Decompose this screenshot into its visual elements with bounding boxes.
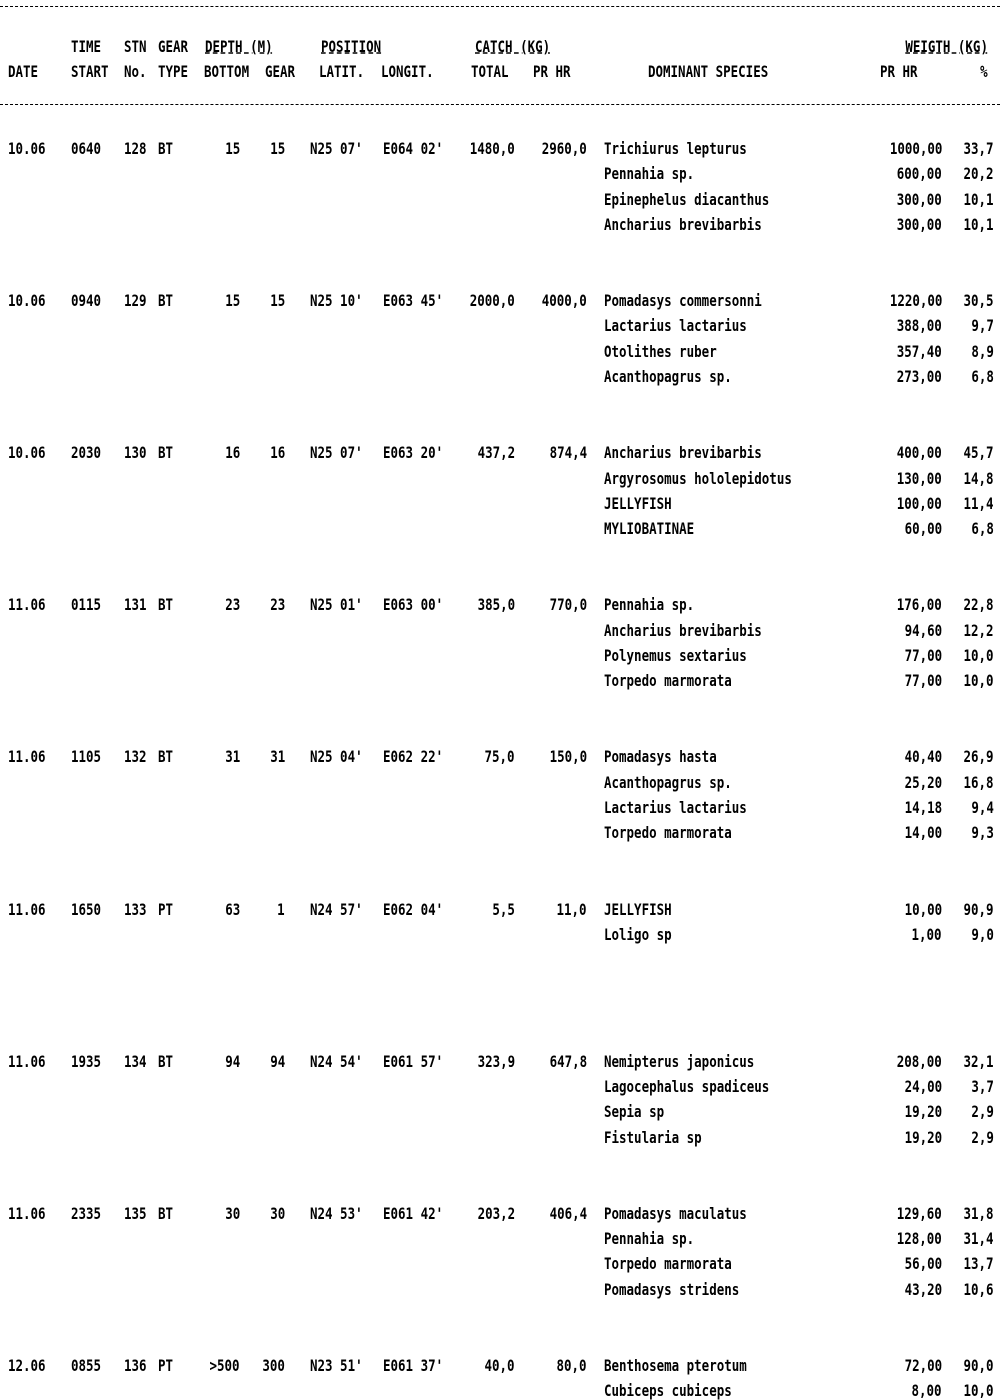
species-name: Pennahia sp. bbox=[604, 164, 695, 184]
species-percent: 9,4 bbox=[971, 798, 994, 817]
species-weight-pr-hr: 128,00 bbox=[896, 1229, 942, 1248]
station-time: 0855 bbox=[71, 1355, 102, 1375]
station-pr-hr: 770,0 bbox=[549, 595, 587, 615]
species-name: Argyrosomus hololepidotus bbox=[604, 468, 792, 488]
station-depth-gear: 30 bbox=[269, 1203, 285, 1223]
species-weight-pr-hr: 1,00 bbox=[911, 924, 942, 944]
species-name: MYLIOBATINAE bbox=[604, 519, 695, 539]
species-name: Ancharius brevibarbis bbox=[604, 443, 762, 463]
station-depth-bottom: 63 bbox=[224, 899, 240, 919]
species-weight-pr-hr: 72,00 bbox=[904, 1355, 942, 1375]
species-weight-pr-hr: 100,00 bbox=[896, 493, 942, 513]
header-bottom: BOTTOM bbox=[204, 62, 250, 81]
species-percent: 2,9 bbox=[971, 1127, 994, 1147]
header-depth: DEPTH (M) bbox=[205, 37, 273, 56]
species-name: Ancharius brevibarbis bbox=[604, 214, 762, 234]
species-name: Ancharius brevibarbis bbox=[604, 620, 762, 640]
station-depth-bottom: 16 bbox=[224, 443, 240, 463]
station-total: 385,0 bbox=[477, 595, 515, 615]
station-time: 2335 bbox=[71, 1203, 102, 1223]
header-gear-depth: GEAR bbox=[265, 62, 296, 81]
station-gear: BT bbox=[158, 1051, 174, 1071]
station-depth-bottom: 23 bbox=[224, 595, 240, 615]
species-percent: 22,8 bbox=[963, 595, 994, 615]
station-pr-hr: 4000,0 bbox=[541, 291, 587, 311]
species-weight-pr-hr: 14,00 bbox=[904, 823, 942, 843]
station-date: 11.06 bbox=[8, 899, 46, 919]
header-weigth: WEIGTH (KG) bbox=[905, 37, 988, 56]
species-name: Nemipterus japonicus bbox=[604, 1051, 755, 1071]
species-percent: 45,7 bbox=[963, 443, 994, 463]
station-pr-hr: 874,4 bbox=[549, 443, 587, 463]
header-catch: CATCH (KG) bbox=[475, 37, 551, 56]
station-stn: 130 bbox=[124, 443, 147, 463]
header-time: TIME bbox=[71, 37, 102, 56]
species-name: Pomadasys stridens bbox=[604, 1279, 740, 1299]
station-depth-bottom: >500 bbox=[209, 1355, 240, 1375]
header-percent: % bbox=[980, 62, 988, 81]
species-name: Torpedo marmorata bbox=[604, 1254, 732, 1274]
species-percent: 9,3 bbox=[971, 823, 994, 843]
station-lon: E062 22' bbox=[383, 747, 444, 767]
station-gear: BT bbox=[158, 139, 174, 158]
species-weight-pr-hr: 10,00 bbox=[904, 899, 942, 919]
top-divider bbox=[0, 6, 1000, 7]
species-weight-pr-hr: 43,20 bbox=[904, 1279, 942, 1299]
station-depth-gear: 94 bbox=[269, 1051, 285, 1071]
station-time: 0940 bbox=[71, 291, 102, 311]
header-start: START bbox=[71, 62, 109, 81]
species-percent: 90,9 bbox=[963, 899, 994, 919]
species-percent: 11,4 bbox=[963, 493, 994, 513]
species-percent: 9,0 bbox=[971, 924, 994, 944]
species-percent: 10,1 bbox=[963, 214, 994, 234]
station-depth-gear: 16 bbox=[269, 443, 285, 463]
station-date: 10.06 bbox=[8, 443, 46, 463]
species-percent: 33,7 bbox=[963, 139, 994, 158]
species-weight-pr-hr: 40,40 bbox=[904, 747, 942, 767]
species-weight-pr-hr: 1220,00 bbox=[889, 291, 942, 311]
species-percent: 90,0 bbox=[963, 1355, 994, 1375]
station-lat: N24 54' bbox=[310, 1051, 363, 1071]
station-lat: N25 04' bbox=[310, 747, 363, 767]
species-weight-pr-hr: 388,00 bbox=[896, 316, 942, 336]
station-stn: 133 bbox=[124, 899, 147, 919]
station-time: 1935 bbox=[71, 1051, 102, 1071]
species-weight-pr-hr: 77,00 bbox=[904, 671, 942, 691]
station-total: 5,5 bbox=[492, 899, 515, 919]
species-percent: 6,8 bbox=[971, 519, 994, 539]
header-pr-hr: PR HR bbox=[533, 62, 571, 81]
station-depth-gear: 1 bbox=[277, 899, 285, 919]
species-name: Pomadasys maculatus bbox=[604, 1203, 747, 1223]
species-weight-pr-hr: 60,00 bbox=[904, 519, 942, 539]
station-date: 10.06 bbox=[8, 139, 46, 158]
species-name: Torpedo marmorata bbox=[604, 823, 732, 843]
station-time: 1650 bbox=[71, 899, 102, 919]
species-name: JELLYFISH bbox=[604, 899, 672, 919]
species-percent: 8,9 bbox=[971, 341, 994, 361]
species-name: Lagocephalus spadiceus bbox=[604, 1076, 770, 1096]
station-pr-hr: 11,0 bbox=[556, 899, 587, 919]
station-lon: E063 00' bbox=[383, 595, 444, 615]
species-name: Polynemus sextarius bbox=[604, 645, 747, 665]
species-weight-pr-hr: 8,00 bbox=[911, 1381, 942, 1400]
station-lat: N24 53' bbox=[310, 1203, 363, 1223]
species-name: Fistularia sp bbox=[604, 1127, 702, 1147]
station-lon: E062 04' bbox=[383, 899, 444, 919]
station-lat: N25 01' bbox=[310, 595, 363, 615]
species-weight-pr-hr: 130,00 bbox=[896, 468, 942, 488]
header-divider bbox=[0, 104, 1000, 105]
header-position: POSITION bbox=[321, 37, 382, 56]
header-longit: LONGIT. bbox=[381, 62, 434, 81]
header-dominant-species: DOMINANT SPECIES bbox=[648, 62, 769, 81]
species-weight-pr-hr: 77,00 bbox=[904, 645, 942, 665]
species-percent: 2,9 bbox=[971, 1102, 994, 1122]
header-type: TYPE bbox=[158, 62, 189, 81]
station-total: 2000,0 bbox=[469, 291, 515, 311]
species-name: Trichiurus lepturus bbox=[604, 139, 747, 158]
species-name: Otolithes ruber bbox=[604, 341, 717, 361]
species-weight-pr-hr: 208,00 bbox=[896, 1051, 942, 1071]
species-weight-pr-hr: 176,00 bbox=[896, 595, 942, 615]
station-total: 40,0 bbox=[484, 1355, 515, 1375]
species-name: Acanthopagrus sp. bbox=[604, 772, 732, 792]
station-gear: BT bbox=[158, 291, 174, 311]
station-depth-bottom: 15 bbox=[224, 139, 240, 158]
station-total: 75,0 bbox=[484, 747, 515, 767]
species-weight-pr-hr: 19,20 bbox=[904, 1127, 942, 1147]
species-name: Pennahia sp. bbox=[604, 1229, 695, 1248]
header-stn: STN bbox=[124, 37, 147, 56]
species-name: Pennahia sp. bbox=[604, 595, 695, 615]
station-stn: 131 bbox=[124, 595, 147, 615]
species-percent: 32,1 bbox=[963, 1051, 994, 1071]
station-lat: N24 57' bbox=[310, 899, 363, 919]
station-pr-hr: 406,4 bbox=[549, 1203, 587, 1223]
species-weight-pr-hr: 300,00 bbox=[896, 189, 942, 209]
station-pr-hr: 647,8 bbox=[549, 1051, 587, 1071]
station-lon: E063 20' bbox=[383, 443, 444, 463]
species-percent: 30,5 bbox=[963, 291, 994, 311]
station-time: 2030 bbox=[71, 443, 102, 463]
station-time: 0115 bbox=[71, 595, 102, 615]
species-weight-pr-hr: 94,60 bbox=[904, 620, 942, 640]
species-weight-pr-hr: 129,60 bbox=[896, 1203, 942, 1223]
station-depth-gear: 300 bbox=[262, 1355, 285, 1375]
species-weight-pr-hr: 14,18 bbox=[904, 798, 942, 817]
species-name: JELLYFISH bbox=[604, 493, 672, 513]
station-lon: E061 37' bbox=[383, 1355, 444, 1375]
station-date: 11.06 bbox=[8, 595, 46, 615]
header-weigth-pr-hr: PR HR bbox=[880, 62, 918, 81]
station-total: 437,2 bbox=[477, 443, 515, 463]
header-total: TOTAL bbox=[471, 62, 509, 81]
species-weight-pr-hr: 300,00 bbox=[896, 214, 942, 234]
species-percent: 12,2 bbox=[963, 620, 994, 640]
station-depth-bottom: 15 bbox=[224, 291, 240, 311]
station-lat: N25 07' bbox=[310, 139, 363, 158]
species-percent: 3,7 bbox=[971, 1076, 994, 1096]
header-no: No. bbox=[124, 62, 147, 81]
station-gear: BT bbox=[158, 747, 174, 767]
species-percent: 14,8 bbox=[963, 468, 994, 488]
station-gear: PT bbox=[158, 1355, 174, 1375]
station-lat: N25 10' bbox=[310, 291, 363, 311]
station-date: 11.06 bbox=[8, 1051, 46, 1071]
species-weight-pr-hr: 19,20 bbox=[904, 1102, 942, 1122]
station-depth-gear: 15 bbox=[269, 139, 285, 158]
species-weight-pr-hr: 56,00 bbox=[904, 1254, 942, 1274]
species-name: Pomadasys hasta bbox=[604, 747, 717, 767]
species-percent: 6,8 bbox=[971, 367, 994, 386]
species-name: Epinephelus diacanthus bbox=[604, 189, 770, 209]
species-weight-pr-hr: 600,00 bbox=[896, 164, 942, 184]
species-name: Torpedo marmorata bbox=[604, 671, 732, 691]
station-depth-bottom: 94 bbox=[224, 1051, 240, 1071]
species-weight-pr-hr: 24,00 bbox=[904, 1076, 942, 1096]
station-date: 10.06 bbox=[8, 291, 46, 311]
station-gear: BT bbox=[158, 1203, 174, 1223]
station-stn: 129 bbox=[124, 291, 147, 311]
station-stn: 135 bbox=[124, 1203, 147, 1223]
station-pr-hr: 150,0 bbox=[549, 747, 587, 767]
species-weight-pr-hr: 273,00 bbox=[896, 367, 942, 386]
station-lat: N23 51' bbox=[310, 1355, 363, 1375]
station-stn: 134 bbox=[124, 1051, 147, 1071]
species-percent: 31,8 bbox=[963, 1203, 994, 1223]
species-percent: 31,4 bbox=[963, 1229, 994, 1248]
species-percent: 10,0 bbox=[963, 645, 994, 665]
header-latit: LATIT. bbox=[319, 62, 365, 81]
station-gear: BT bbox=[158, 595, 174, 615]
station-stn: 132 bbox=[124, 747, 147, 767]
species-name: Pomadasys commersonni bbox=[604, 291, 762, 311]
station-date: 12.06 bbox=[8, 1355, 46, 1375]
species-name: Lactarius lactarius bbox=[604, 798, 747, 817]
species-percent: 10,0 bbox=[963, 671, 994, 691]
species-name: Loligo sp bbox=[604, 924, 672, 944]
station-stn: 136 bbox=[124, 1355, 147, 1375]
species-percent: 10,0 bbox=[963, 1381, 994, 1400]
species-name: Benthosema pterotum bbox=[604, 1355, 747, 1375]
species-name: Acanthopagrus sp. bbox=[604, 367, 732, 386]
station-lon: E064 02' bbox=[383, 139, 444, 158]
species-weight-pr-hr: 1000,00 bbox=[889, 139, 942, 158]
species-percent: 10,1 bbox=[963, 189, 994, 209]
station-lon: E063 45' bbox=[383, 291, 444, 311]
station-depth-bottom: 30 bbox=[224, 1203, 240, 1223]
species-name: Lactarius lactarius bbox=[604, 316, 747, 336]
station-gear: BT bbox=[158, 443, 174, 463]
station-time: 0640 bbox=[71, 139, 102, 158]
station-total: 203,2 bbox=[477, 1203, 515, 1223]
station-depth-bottom: 31 bbox=[224, 747, 240, 767]
station-date: 11.06 bbox=[8, 747, 46, 767]
species-percent: 9,7 bbox=[971, 316, 994, 336]
species-percent: 20,2 bbox=[963, 164, 994, 184]
species-weight-pr-hr: 25,20 bbox=[904, 772, 942, 792]
station-pr-hr: 2960,0 bbox=[541, 139, 587, 158]
station-total: 323,9 bbox=[477, 1051, 515, 1071]
station-depth-gear: 31 bbox=[269, 747, 285, 767]
station-lat: N25 07' bbox=[310, 443, 363, 463]
station-depth-gear: 15 bbox=[269, 291, 285, 311]
station-lon: E061 57' bbox=[383, 1051, 444, 1071]
header-date: DATE bbox=[8, 62, 39, 81]
station-time: 1105 bbox=[71, 747, 102, 767]
species-percent: 16,8 bbox=[963, 772, 994, 792]
species-percent: 10,6 bbox=[963, 1279, 994, 1299]
species-percent: 13,7 bbox=[963, 1254, 994, 1274]
station-stn: 128 bbox=[124, 139, 147, 158]
species-name: Sepia sp bbox=[604, 1102, 665, 1122]
station-gear: PT bbox=[158, 899, 174, 919]
species-weight-pr-hr: 400,00 bbox=[896, 443, 942, 463]
station-depth-gear: 23 bbox=[269, 595, 285, 615]
species-weight-pr-hr: 357,40 bbox=[896, 341, 942, 361]
station-pr-hr: 80,0 bbox=[556, 1355, 587, 1375]
station-total: 1480,0 bbox=[469, 139, 515, 158]
station-date: 11.06 bbox=[8, 1203, 46, 1223]
header-gear: GEAR bbox=[158, 37, 189, 56]
species-percent: 26,9 bbox=[963, 747, 994, 767]
station-lon: E061 42' bbox=[383, 1203, 444, 1223]
species-name: Cubiceps cubiceps bbox=[604, 1381, 732, 1400]
